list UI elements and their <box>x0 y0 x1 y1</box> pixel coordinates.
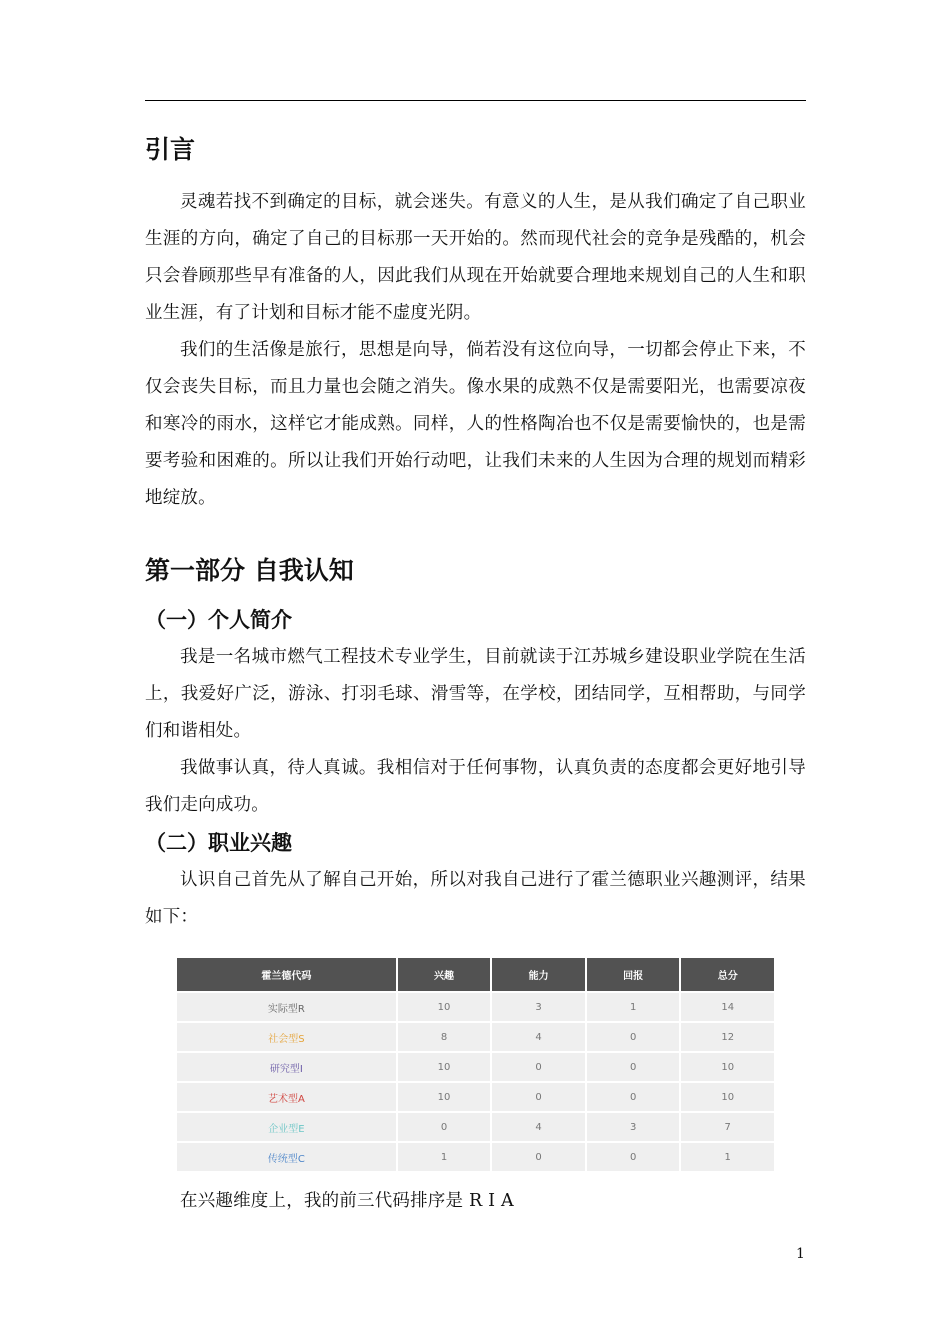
row-ability: 4 <box>492 1023 585 1051</box>
row-interest: 10 <box>398 1053 491 1081</box>
header-total: 总分 <box>681 958 774 991</box>
row-interest: 10 <box>398 993 491 1021</box>
table-row <box>177 1053 774 1081</box>
profile-paragraph-1: 我是一名城市燃气工程技术专业学生，目前就读于江苏城乡建设职业学院在生活上，我爱好广泛，游泳、打羽毛球、滑雪等，在学校，团结同学，互相帮助，与同学们和谐相处。 <box>145 647 806 741</box>
row-ability: 0 <box>492 1083 585 1111</box>
row-ability: 0 <box>492 1143 585 1171</box>
row-code: 实际型R <box>177 993 396 1021</box>
row-interest: 1 <box>398 1143 491 1171</box>
row-interest: 8 <box>398 1023 491 1051</box>
interest-paragraph: 认识自己首先从了解自己开始，所以对我自己进行了霍兰德职业兴趣测评，结果如下： <box>145 870 806 927</box>
intro-paragraph-1: 灵魂若找不到确定的目标，就会迷失。有意义的人生，是从我们确定了自己职业生涯的方向，确定了自己的目标那一天开始的。然而现代社会的竞争是残酷的，机会只会眷顾那些早有准备的人，因此我们从现在开始就要合理地来规划自己的人生和职业生涯，有了计划和目标才能不虚度光阴。 <box>145 192 806 323</box>
table-row <box>177 1113 774 1141</box>
page-number: 1 <box>796 1246 805 1262</box>
table-row <box>177 1083 774 1111</box>
table-row <box>177 1023 774 1051</box>
header-interest: 兴趣 <box>398 958 491 991</box>
row-reward: 0 <box>587 1053 680 1081</box>
row-code: 研究型I <box>177 1053 396 1081</box>
row-interest: 10 <box>398 1083 491 1111</box>
table-row <box>177 993 774 1021</box>
row-reward: 3 <box>587 1113 680 1141</box>
row-total: 10 <box>681 1083 774 1111</box>
table-header-row <box>177 958 774 991</box>
row-reward: 0 <box>587 1083 680 1111</box>
interest-heading: （二）职业兴趣 <box>145 831 292 855</box>
row-total: 14 <box>681 993 774 1021</box>
interest-conclusion: 在兴趣维度上，我的前三代码排序是 R I A <box>180 1191 514 1211</box>
row-code: 社会型S <box>177 1023 396 1051</box>
intro-heading: 引言 <box>145 135 196 164</box>
row-total: 7 <box>681 1113 774 1141</box>
header-rule <box>145 100 806 101</box>
row-code: 传统型C <box>177 1143 396 1171</box>
row-ability: 0 <box>492 1053 585 1081</box>
row-total: 12 <box>681 1023 774 1051</box>
table-row <box>177 1143 774 1171</box>
holland-table <box>175 956 776 1173</box>
profile-heading: （一）个人简介 <box>145 608 292 632</box>
header-code: 霍兰德代码 <box>177 958 396 991</box>
row-reward: 0 <box>587 1023 680 1051</box>
header-ability: 能力 <box>492 958 585 991</box>
holland-table-wrapper <box>177 956 774 1173</box>
row-code: 艺术型A <box>177 1083 396 1111</box>
row-reward: 1 <box>587 993 680 1021</box>
part1-heading: 第一部分 自我认知 <box>145 556 354 585</box>
row-total: 10 <box>681 1053 774 1081</box>
row-total: 1 <box>681 1143 774 1171</box>
row-ability: 4 <box>492 1113 585 1141</box>
document-body <box>145 124 806 1220</box>
row-interest: 0 <box>398 1113 491 1141</box>
profile-paragraph-2: 我做事认真，待人真诚。我相信对于任何事物，认真负责的态度都会更好地引导我们走向成功。 <box>145 758 806 815</box>
intro-paragraph-2: 我们的生活像是旅行，思想是向导，倘若没有这位向导，一切都会停止下来，不仅会丧失目标，而且力量也会随之消失。像水果的成熟不仅是需要阳光，也需要凉夜和寒冷的雨水，这样它才能成熟。同样，人的性格陶冶也不仅是需要愉快的，也是需要考验和困难的。所以让我们开始行动吧，让我们未来的人生因为合理的规划而精彩地绽放。 <box>145 340 806 508</box>
row-code: 企业型E <box>177 1113 396 1141</box>
row-ability: 3 <box>492 993 585 1021</box>
row-reward: 0 <box>587 1143 680 1171</box>
header-reward: 回报 <box>587 958 680 991</box>
